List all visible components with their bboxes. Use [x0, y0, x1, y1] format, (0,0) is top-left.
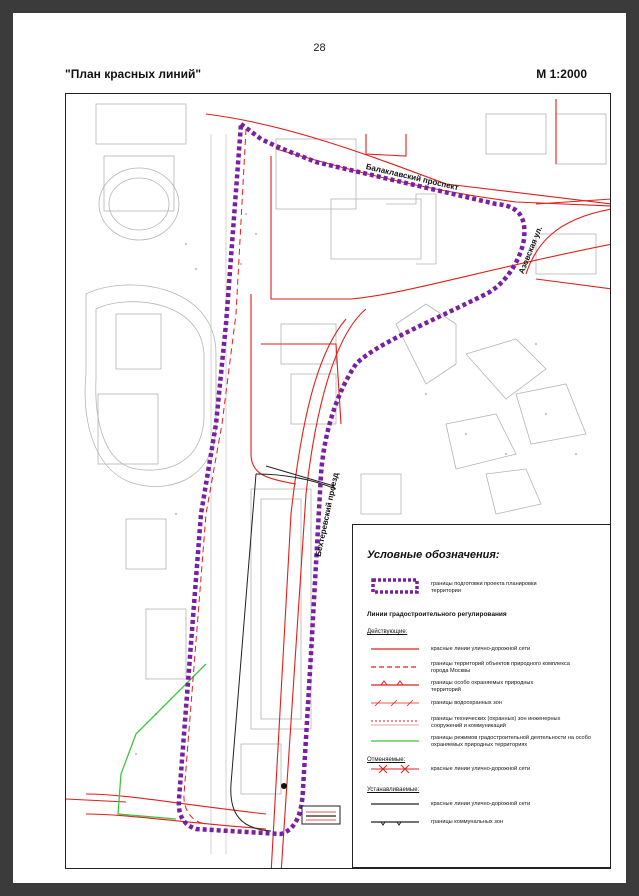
- red-line-south: [86, 794, 266, 814]
- legend-symbols: [353, 525, 611, 869]
- legend-boundary-label: границы подготовки проекта планировки территории: [431, 581, 537, 594]
- legend-existing-item: границы особо охраняемых природных территорий: [431, 680, 534, 693]
- legend-cancelled-label: Отменяемые:: [367, 757, 406, 763]
- map-frame[interactable]: [65, 93, 611, 869]
- section-inset-box: [302, 806, 340, 824]
- legend-panel: [352, 524, 611, 868]
- legend-existing-item: границы режимов градостроительной деятельности на особо охраняемых природных территориях: [431, 735, 591, 748]
- plan-sheet: [13, 13, 626, 883]
- point-marker: [281, 783, 287, 789]
- legend-lines-section: Линии градостроительного регулирования: [367, 611, 507, 618]
- red-line-balaklavsky-north: [206, 114, 611, 204]
- legend-title: Условные обозначения:: [367, 549, 500, 561]
- base-sports-track: [85, 285, 216, 487]
- legend-existing-label: Действующие:: [367, 629, 408, 635]
- legend-cancelled-item: красные линии улично-дорожной сети: [431, 766, 531, 772]
- legend-existing-item: границы технических (охранных) зон инженерных сооружений и коммуникаций: [431, 716, 561, 729]
- street-label-bekhterevsky: Бехтеревский проезд: [313, 471, 341, 558]
- legend-symbol-boundary: [373, 580, 417, 592]
- legend-established-label: Устанавливаемые:: [367, 787, 420, 793]
- legend-established-item: границы коммунальных зон: [431, 819, 503, 825]
- legend-established-item: красные линии улично-дорожной сети: [431, 801, 531, 807]
- base-stadium-track: [99, 168, 179, 240]
- legend-existing-item: границы территорий объектов природного комплекса города Москвы: [431, 661, 570, 674]
- street-label-balaklavsky: Балаклавский проспект: [364, 162, 460, 193]
- street-label-azovskaya: Азовская ул.: [516, 224, 545, 276]
- legend-existing-item: красные линии улично-дорожной сети: [431, 646, 531, 652]
- legend-existing-item: границы водоохранных зон: [431, 700, 502, 706]
- project-boundary-inner: [184, 129, 246, 824]
- map-title: "План красных линий": [65, 67, 202, 81]
- base-stadium-outer: [104, 156, 174, 211]
- base-building-block: [276, 139, 356, 209]
- map-scale: М 1:2000: [536, 67, 587, 81]
- page-number: 28: [313, 42, 326, 54]
